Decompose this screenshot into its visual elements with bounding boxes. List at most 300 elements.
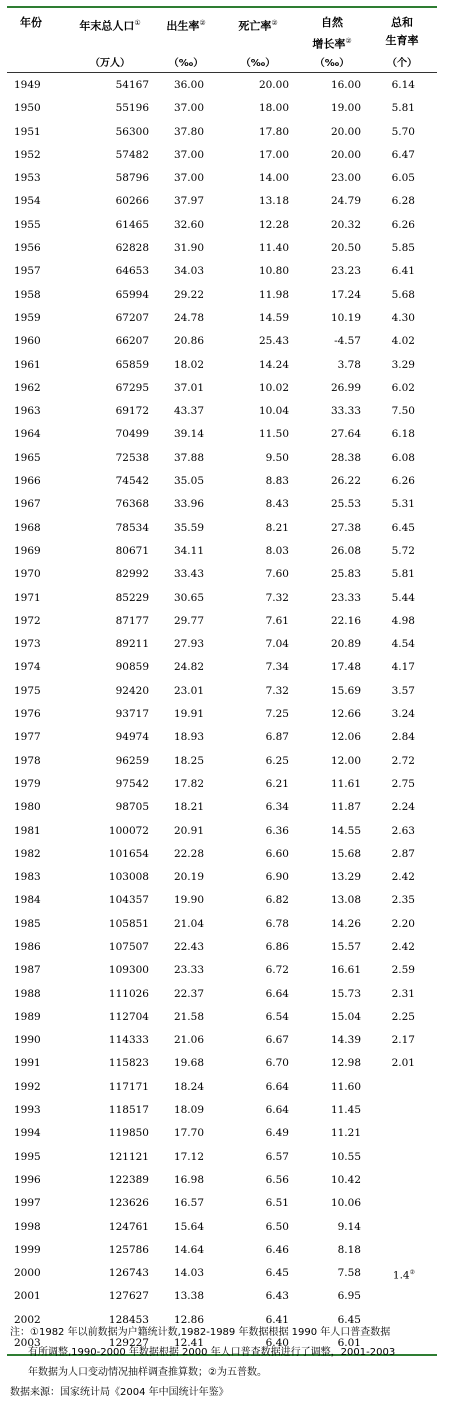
cell-natural-growth: 20.00 xyxy=(330,148,361,161)
cell-tfr: 7.50 xyxy=(391,405,415,418)
footnote-marker: ② xyxy=(409,1269,415,1277)
cell-birth-rate: 32.60 xyxy=(173,218,204,231)
cell-year: 1957 xyxy=(14,265,41,278)
cell-birth-rate: 33.43 xyxy=(173,568,204,581)
table-row xyxy=(7,166,437,189)
cell-tfr: 2.20 xyxy=(391,917,415,930)
cell-population: 105851 xyxy=(108,917,149,930)
cell-population: 82992 xyxy=(115,568,149,581)
cell-year: 1953 xyxy=(14,172,41,185)
cell-natural-growth: 6.45 xyxy=(337,1313,361,1326)
cell-population: 92420 xyxy=(115,684,149,697)
table-notes xyxy=(10,1323,440,1403)
cell-year: 1969 xyxy=(14,544,41,557)
cell-birth-rate: 19.90 xyxy=(173,894,204,907)
cell-tfr: 2.59 xyxy=(391,964,415,977)
data-source: 数据来源：国家统计局《2004 年中国统计年鉴》 xyxy=(10,1387,229,1398)
table-row xyxy=(7,236,437,259)
cell-birth-rate: 19.91 xyxy=(173,708,204,721)
cell-year: 1981 xyxy=(14,824,41,837)
cell-natural-growth: 16.00 xyxy=(330,79,361,91)
header-population: 年末总人口① xyxy=(79,19,141,33)
cell-death-rate: 7.32 xyxy=(265,684,289,697)
cell-tfr: 6.41 xyxy=(391,265,415,278)
header-death-rate: 死亡率② xyxy=(238,19,278,33)
header-natural-growth-unit: （‰） xyxy=(314,58,350,69)
table-row xyxy=(7,1028,437,1051)
table-row xyxy=(7,1098,437,1121)
cell-tfr: 2.87 xyxy=(391,847,415,860)
cell-death-rate: 20.00 xyxy=(258,79,289,91)
cell-tfr: 4.30 xyxy=(391,311,415,324)
table-row xyxy=(7,982,437,1005)
cell-birth-rate: 18.93 xyxy=(173,731,204,744)
cell-birth-rate: 18.25 xyxy=(173,754,204,767)
cell-natural-growth: 11.87 xyxy=(330,801,361,814)
cell-year: 2002 xyxy=(14,1313,41,1326)
cell-natural-growth: 3.78 xyxy=(337,358,361,371)
cell-natural-growth: 26.08 xyxy=(330,544,361,557)
cell-tfr: 2.75 xyxy=(391,777,415,790)
cell-death-rate: 8.03 xyxy=(265,544,289,557)
cell-year: 1956 xyxy=(14,242,41,255)
cell-birth-rate: 12.41 xyxy=(173,1337,204,1350)
cell-birth-rate: 37.80 xyxy=(173,125,204,138)
cell-natural-growth: 27.64 xyxy=(330,428,361,441)
cell-population: 56300 xyxy=(115,125,149,138)
cell-death-rate: 6.64 xyxy=(265,987,289,1000)
table-row xyxy=(7,213,437,236)
table-row xyxy=(7,888,437,911)
cell-natural-growth: 33.33 xyxy=(330,405,361,418)
cell-population: 117171 xyxy=(108,1080,149,1093)
cell-birth-rate: 24.82 xyxy=(173,661,204,674)
cell-natural-growth: 14.26 xyxy=(330,917,361,930)
cell-natural-growth: 13.08 xyxy=(330,894,361,907)
table-row xyxy=(7,96,437,119)
cell-tfr: 6.18 xyxy=(391,428,415,441)
cell-tfr: 2.35 xyxy=(391,894,415,907)
cell-year: 1990 xyxy=(14,1034,41,1047)
cell-population: 109300 xyxy=(108,964,149,977)
cell-population: 97542 xyxy=(115,777,149,790)
cell-natural-growth: 20.00 xyxy=(330,125,361,138)
cell-birth-rate: 21.04 xyxy=(173,917,204,930)
table-row xyxy=(7,1238,437,1261)
cell-natural-growth: 17.48 xyxy=(330,661,361,674)
cell-death-rate: 6.36 xyxy=(265,824,289,837)
table-row xyxy=(7,539,437,562)
cell-death-rate: 7.04 xyxy=(265,638,289,651)
cell-death-rate: 6.64 xyxy=(265,1080,289,1093)
cell-tfr: 3.57 xyxy=(391,684,415,697)
cell-tfr: 5.44 xyxy=(391,591,415,604)
header-year: 年份 xyxy=(20,16,42,29)
cell-year: 1995 xyxy=(14,1150,41,1163)
cell-death-rate: 6.57 xyxy=(265,1150,289,1163)
cell-natural-growth: 10.06 xyxy=(330,1197,361,1210)
cell-death-rate: 11.40 xyxy=(258,242,289,255)
cell-birth-rate: 17.70 xyxy=(173,1127,204,1140)
cell-population: 61465 xyxy=(115,218,149,231)
cell-year: 1992 xyxy=(14,1080,41,1093)
cell-population: 127627 xyxy=(108,1290,149,1303)
cell-death-rate: 18.00 xyxy=(258,102,289,115)
cell-birth-rate: 33.96 xyxy=(173,498,204,511)
cell-death-rate: 8.83 xyxy=(265,475,289,488)
table-row xyxy=(7,958,437,981)
cell-year: 1970 xyxy=(14,568,41,581)
cell-population: 85229 xyxy=(115,591,149,604)
cell-tfr: 2.63 xyxy=(391,824,415,837)
header-population-unit: （万人） xyxy=(90,58,130,69)
cell-birth-rate: 22.37 xyxy=(173,987,204,1000)
cell-death-rate: 7.34 xyxy=(265,661,289,674)
cell-birth-rate: 22.28 xyxy=(173,847,204,860)
table-row xyxy=(7,935,437,958)
cell-natural-growth: 11.21 xyxy=(330,1127,361,1140)
cell-natural-growth: 14.55 xyxy=(330,824,361,837)
cell-death-rate: 17.80 xyxy=(258,125,289,138)
cell-tfr: 6.26 xyxy=(391,475,415,488)
cell-birth-rate: 17.82 xyxy=(173,777,204,790)
cell-year: 1950 xyxy=(14,102,41,115)
cell-natural-growth: 12.00 xyxy=(330,754,361,767)
cell-tfr: 2.42 xyxy=(391,871,415,884)
cell-tfr: 5.81 xyxy=(391,568,415,581)
cell-tfr: 4.02 xyxy=(391,335,415,348)
cell-population: 67295 xyxy=(115,381,149,394)
cell-year: 1994 xyxy=(14,1127,41,1140)
table-row xyxy=(7,725,437,748)
cell-natural-growth: 10.19 xyxy=(330,311,361,324)
cell-natural-growth: 16.61 xyxy=(330,964,361,977)
cell-year: 1963 xyxy=(14,405,41,418)
cell-birth-rate: 18.02 xyxy=(173,358,204,371)
cell-death-rate: 10.80 xyxy=(258,265,289,278)
table-row xyxy=(7,842,437,865)
cell-death-rate: 6.41 xyxy=(265,1313,289,1326)
note-line-3: 年数据为人口变动情况抽样调查推算数；②为五普数。 xyxy=(28,1367,267,1378)
cell-tfr: 5.85 xyxy=(391,242,415,255)
cell-birth-rate: 18.21 xyxy=(173,801,204,814)
cell-year: 1983 xyxy=(14,871,41,884)
cell-birth-rate: 16.98 xyxy=(173,1173,204,1186)
table-row xyxy=(7,306,437,329)
cell-natural-growth: 15.04 xyxy=(330,1010,361,1023)
cell-population: 100072 xyxy=(108,824,149,837)
cell-year: 1988 xyxy=(14,987,41,1000)
cell-death-rate: 14.00 xyxy=(258,172,289,185)
cell-year: 1989 xyxy=(14,1010,41,1023)
cell-death-rate: 6.70 xyxy=(265,1057,289,1070)
cell-year: 1996 xyxy=(14,1173,41,1186)
cell-population: 70499 xyxy=(115,428,149,441)
cell-death-rate: 13.18 xyxy=(258,195,289,208)
cell-population: 66207 xyxy=(115,335,149,348)
cell-death-rate: 6.56 xyxy=(265,1173,289,1186)
cell-natural-growth: 15.68 xyxy=(330,847,361,860)
table-row xyxy=(7,469,437,492)
cell-population: 76368 xyxy=(115,498,149,511)
cell-year: 1973 xyxy=(14,638,41,651)
cell-tfr: 6.05 xyxy=(391,172,415,185)
cell-population: 64653 xyxy=(115,265,149,278)
table-header xyxy=(7,8,437,73)
table-row xyxy=(7,819,437,842)
cell-population: 67207 xyxy=(115,311,149,324)
cell-population: 121121 xyxy=(108,1150,149,1163)
header-tfr-unit: （个） xyxy=(387,58,417,69)
cell-year: 1975 xyxy=(14,684,41,697)
cell-natural-growth: 13.29 xyxy=(330,871,361,884)
cell-death-rate: 6.46 xyxy=(265,1243,289,1256)
cell-birth-rate: 24.78 xyxy=(173,311,204,324)
cell-population: 112704 xyxy=(108,1010,149,1023)
cell-year: 1951 xyxy=(14,125,41,138)
cell-death-rate: 6.64 xyxy=(265,1104,289,1117)
cell-year: 1971 xyxy=(14,591,41,604)
cell-birth-rate: 37.97 xyxy=(173,195,204,208)
cell-population: 60266 xyxy=(115,195,149,208)
cell-population: 87177 xyxy=(115,614,149,627)
cell-year: 1987 xyxy=(14,964,41,977)
cell-year: 1966 xyxy=(14,475,41,488)
cell-population: 111026 xyxy=(108,987,149,1000)
table-row xyxy=(7,1191,437,1214)
cell-birth-rate: 35.59 xyxy=(173,521,204,534)
cell-year: 1968 xyxy=(14,521,41,534)
cell-tfr: 5.81 xyxy=(391,102,415,115)
cell-birth-rate: 31.90 xyxy=(173,242,204,255)
table-row xyxy=(7,1284,437,1307)
cell-death-rate: 12.28 xyxy=(258,218,289,231)
cell-year: 1978 xyxy=(14,754,41,767)
cell-death-rate: 25.43 xyxy=(258,335,289,348)
cell-population: 69172 xyxy=(115,405,149,418)
cell-death-rate: 9.50 xyxy=(265,451,289,464)
cell-natural-growth: 26.99 xyxy=(330,381,361,394)
table-row xyxy=(7,446,437,469)
cell-tfr: 2.24 xyxy=(391,801,415,814)
cell-natural-growth: -4.57 xyxy=(334,335,361,348)
cell-natural-growth: 17.24 xyxy=(330,288,361,301)
cell-natural-growth: 7.58 xyxy=(337,1267,361,1280)
cell-death-rate: 6.87 xyxy=(265,731,289,744)
table-row xyxy=(7,492,437,515)
cell-year: 1962 xyxy=(14,381,41,394)
cell-birth-rate: 20.91 xyxy=(173,824,204,837)
cell-natural-growth: 26.22 xyxy=(330,475,361,488)
cell-birth-rate: 37.00 xyxy=(173,148,204,161)
cell-year: 1965 xyxy=(14,451,41,464)
cell-birth-rate: 14.03 xyxy=(173,1267,204,1280)
cell-year: 1974 xyxy=(14,661,41,674)
table-row xyxy=(7,912,437,935)
cell-death-rate: 6.34 xyxy=(265,801,289,814)
table-row xyxy=(7,353,437,376)
cell-death-rate: 8.21 xyxy=(265,521,289,534)
cell-natural-growth: 10.55 xyxy=(330,1150,361,1163)
header-birth-rate: 出生率② xyxy=(166,19,206,33)
cell-birth-rate: 39.14 xyxy=(173,428,204,441)
cell-birth-rate: 21.06 xyxy=(173,1034,204,1047)
cell-tfr: 2.84 xyxy=(391,731,415,744)
cell-population: 58796 xyxy=(115,172,149,185)
cell-birth-rate: 17.12 xyxy=(173,1150,204,1163)
cell-death-rate: 6.50 xyxy=(265,1220,289,1233)
cell-population: 103008 xyxy=(108,871,149,884)
table-row xyxy=(7,749,437,772)
cell-death-rate: 6.90 xyxy=(265,871,289,884)
cell-birth-rate: 23.01 xyxy=(173,684,204,697)
cell-natural-growth: 27.38 xyxy=(330,521,361,534)
table-row xyxy=(7,795,437,818)
cell-death-rate: 6.25 xyxy=(265,754,289,767)
table-row xyxy=(7,1261,437,1284)
cell-death-rate: 6.67 xyxy=(265,1034,289,1047)
cell-population: 119850 xyxy=(108,1127,149,1140)
note-line-1: 注：①1982 年以前数据为户籍统计数,1982-1989 年数据根据 1990 年人口普查数据 xyxy=(10,1327,391,1338)
note-line-2: 有所调整,1990-2000 年数据根据 2000 年人口普查数据进行了调整，2001-2003 xyxy=(28,1347,396,1358)
cell-tfr: 2.17 xyxy=(391,1034,415,1047)
cell-year: 2000 xyxy=(14,1267,41,1280)
cell-natural-growth: 20.89 xyxy=(330,638,361,651)
cell-population: 104357 xyxy=(108,894,149,907)
cell-death-rate: 14.24 xyxy=(258,358,289,371)
cell-tfr: 5.72 xyxy=(391,544,415,557)
cell-tfr: 3.24 xyxy=(391,708,415,721)
cell-birth-rate: 37.00 xyxy=(173,102,204,115)
cell-population: 98705 xyxy=(115,801,149,814)
cell-death-rate: 6.43 xyxy=(265,1290,289,1303)
table-row xyxy=(7,1121,437,1144)
cell-natural-growth: 12.06 xyxy=(330,731,361,744)
table-row xyxy=(7,516,437,539)
cell-death-rate: 6.72 xyxy=(265,964,289,977)
table-row xyxy=(7,562,437,585)
cell-natural-growth: 19.00 xyxy=(330,102,361,115)
table-row xyxy=(7,702,437,725)
cell-birth-rate: 37.00 xyxy=(173,172,204,185)
table-body xyxy=(7,73,437,1354)
cell-year: 1952 xyxy=(14,148,41,161)
cell-death-rate: 10.04 xyxy=(258,405,289,418)
cell-birth-rate: 22.43 xyxy=(173,940,204,953)
cell-population: 93717 xyxy=(115,708,149,721)
table-row xyxy=(7,679,437,702)
cell-death-rate: 6.54 xyxy=(265,1010,289,1023)
table-row xyxy=(7,189,437,212)
table-row xyxy=(7,283,437,306)
cell-year: 1999 xyxy=(14,1243,41,1256)
cell-tfr: 2.25 xyxy=(391,1010,415,1023)
cell-year: 1949 xyxy=(14,79,41,91)
table-row xyxy=(7,1215,437,1238)
cell-year: 1955 xyxy=(14,218,41,231)
cell-year: 1972 xyxy=(14,614,41,627)
cell-natural-growth: 14.39 xyxy=(330,1034,361,1047)
cell-natural-growth: 6.95 xyxy=(337,1290,361,1303)
cell-birth-rate: 34.03 xyxy=(173,265,204,278)
cell-year: 1977 xyxy=(14,731,41,744)
cell-year: 1964 xyxy=(14,428,41,441)
table-row xyxy=(7,609,437,632)
cell-tfr: 2.31 xyxy=(391,987,415,1000)
cell-population: 65859 xyxy=(115,358,149,371)
cell-birth-rate: 21.58 xyxy=(173,1010,204,1023)
cell-natural-growth: 22.16 xyxy=(330,614,361,627)
cell-birth-rate: 14.64 xyxy=(173,1243,204,1256)
cell-death-rate: 7.32 xyxy=(265,591,289,604)
cell-natural-growth: 11.60 xyxy=(330,1080,361,1093)
cell-birth-rate: 18.24 xyxy=(173,1080,204,1093)
cell-year: 1954 xyxy=(14,195,41,208)
cell-population: 115823 xyxy=(108,1057,149,1070)
cell-population: 118517 xyxy=(108,1104,149,1117)
cell-birth-rate: 15.64 xyxy=(173,1220,204,1233)
cell-tfr: 5.68 xyxy=(391,288,415,301)
cell-death-rate: 14.59 xyxy=(258,311,289,324)
header-natural-growth: 自然 增长率② xyxy=(312,16,352,51)
cell-birth-rate: 43.37 xyxy=(173,405,204,418)
cell-tfr: 6.28 xyxy=(391,195,415,208)
cell-birth-rate: 19.68 xyxy=(173,1057,204,1070)
table-row xyxy=(7,1005,437,1028)
table-row xyxy=(7,1075,437,1098)
table-row xyxy=(7,259,437,282)
cell-population: 96259 xyxy=(115,754,149,767)
cell-death-rate: 6.21 xyxy=(265,777,289,790)
cell-tfr: 4.54 xyxy=(391,638,415,651)
table-row xyxy=(7,422,437,445)
cell-natural-growth: 15.57 xyxy=(330,940,361,953)
cell-death-rate: 7.25 xyxy=(265,708,289,721)
cell-birth-rate: 29.77 xyxy=(173,614,204,627)
table-row xyxy=(7,655,437,678)
cell-population: 72538 xyxy=(115,451,149,464)
header-death-unit: （‰） xyxy=(240,58,276,69)
table-row xyxy=(7,143,437,166)
table-row xyxy=(7,1051,437,1074)
table-row xyxy=(7,376,437,399)
header-birth-unit: （‰） xyxy=(168,58,204,69)
cell-year: 1958 xyxy=(14,288,41,301)
cell-birth-rate: 34.11 xyxy=(173,544,204,557)
cell-birth-rate: 30.65 xyxy=(173,591,204,604)
cell-population: 129227 xyxy=(108,1337,149,1350)
cell-birth-rate: 12.86 xyxy=(173,1313,204,1326)
cell-death-rate: 6.49 xyxy=(265,1127,289,1140)
cell-death-rate: 6.51 xyxy=(265,1197,289,1210)
cell-death-rate: 8.43 xyxy=(265,498,289,511)
cell-tfr: 4.98 xyxy=(391,614,415,627)
table-row xyxy=(7,399,437,422)
cell-population: 57482 xyxy=(115,148,149,161)
cell-natural-growth: 15.73 xyxy=(330,987,361,1000)
cell-population: 122389 xyxy=(108,1173,149,1186)
cell-tfr: 3.29 xyxy=(391,358,415,371)
cell-birth-rate: 20.19 xyxy=(173,871,204,884)
cell-tfr: 6.14 xyxy=(391,79,415,91)
cell-tfr: 1.4② xyxy=(392,1269,415,1282)
cell-natural-growth: 8.18 xyxy=(337,1243,361,1256)
population-table xyxy=(7,6,437,1356)
cell-natural-growth: 28.38 xyxy=(330,451,361,464)
cell-population: 65994 xyxy=(115,288,149,301)
cell-death-rate: 6.86 xyxy=(265,940,289,953)
cell-natural-growth: 6.01 xyxy=(337,1337,361,1350)
